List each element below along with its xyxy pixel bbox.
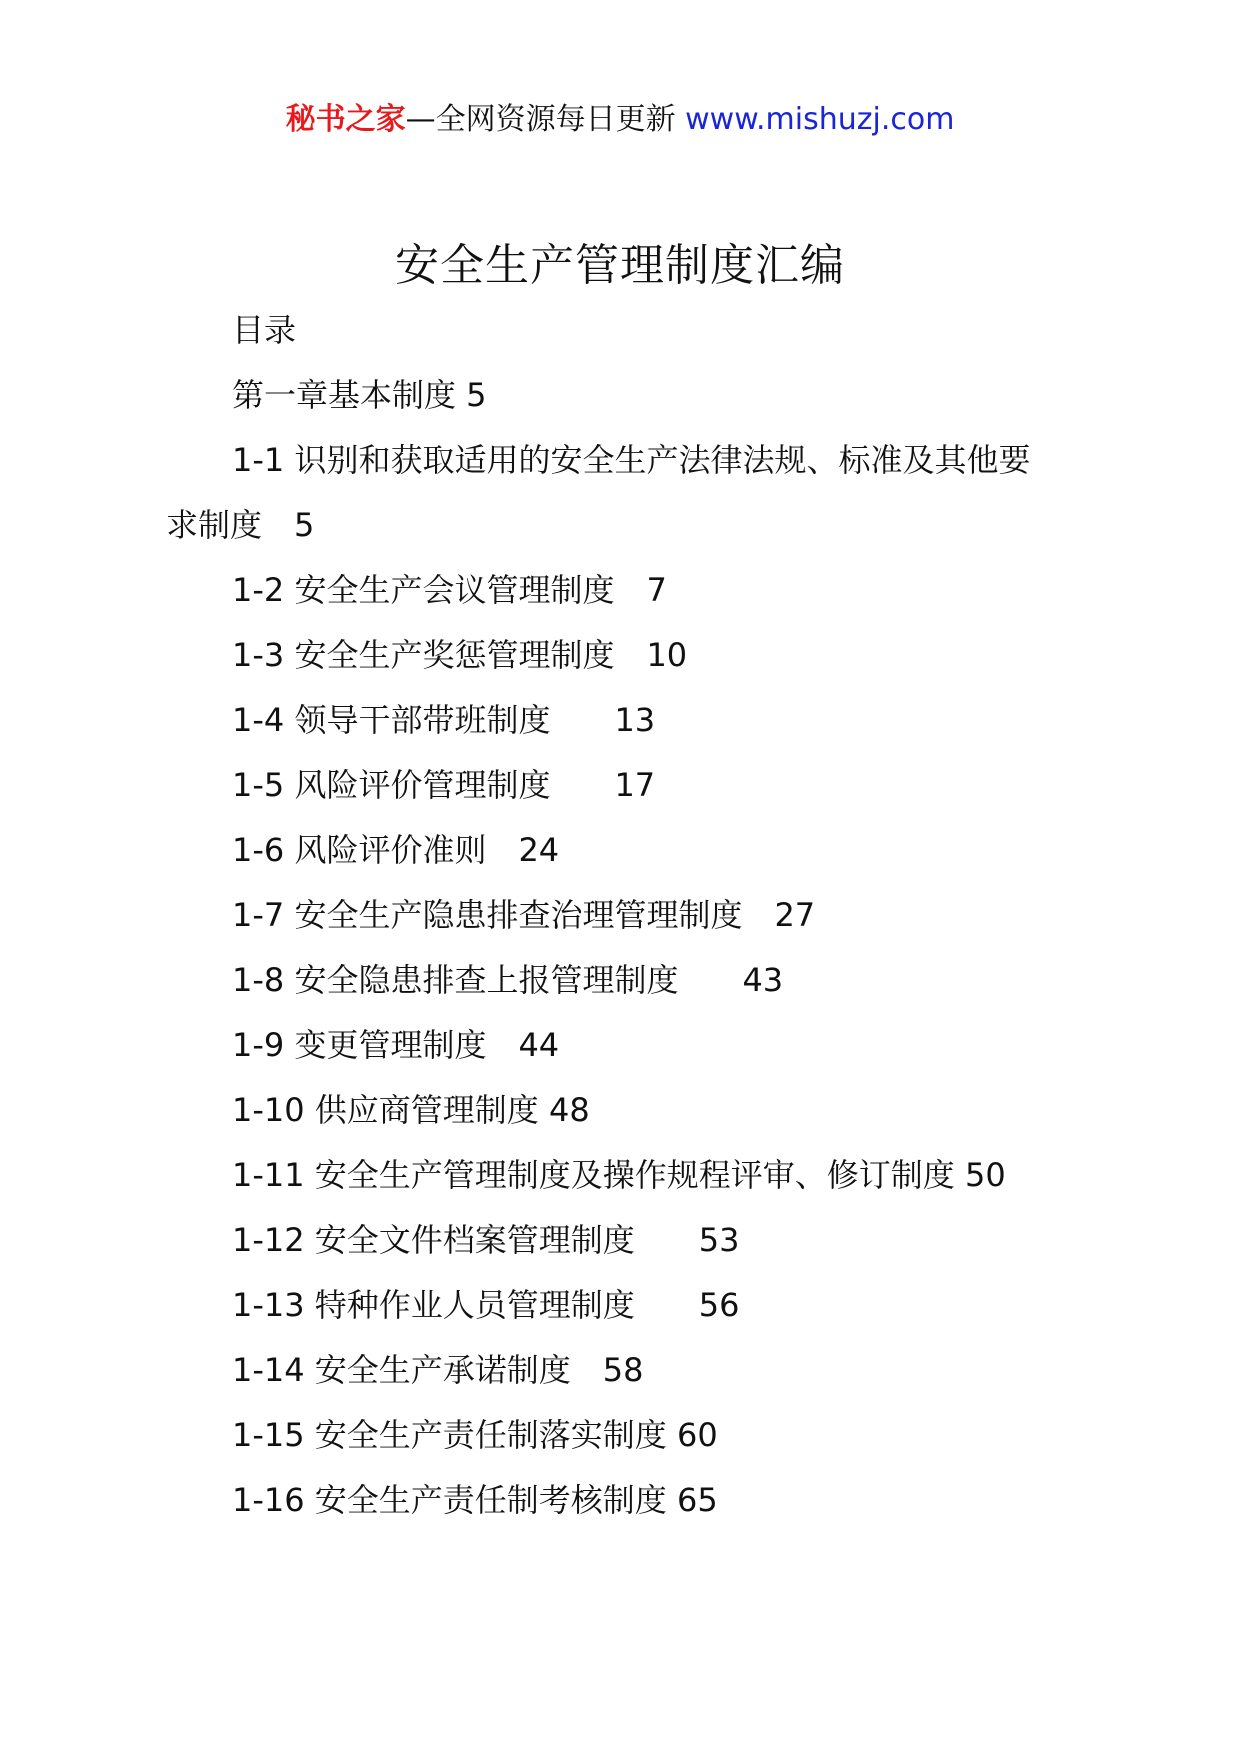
brand-name: 秘书之家 [285, 102, 406, 137]
document-title: 安全生产管理制度汇编 [395, 240, 845, 291]
toc-entry: 1-11 安全生产管理制度及操作规程评审、修订制度 50 [232, 1156, 1006, 1194]
toc-entry: 1-4 领导干部带班制度 13 [232, 701, 656, 739]
site-tagline: —全网资源每日更新 [405, 102, 676, 137]
site-header [0, 100, 1240, 140]
toc-entry: 1-2 安全生产会议管理制度 7 [232, 571, 667, 609]
toc-entry: 1-1 识别和获取适用的安全生产法律法规、标准及其他要 [232, 441, 1031, 479]
toc-entry: 1-7 安全生产隐患排查治理管理制度 27 [232, 896, 816, 934]
toc-chapter-heading: 第一章基本制度 5 [232, 376, 487, 414]
toc-entry: 1-16 安全生产责任制考核制度 65 [232, 1481, 718, 1519]
toc-heading: 目录 [232, 311, 297, 349]
toc-entry: 1-5 风险评价管理制度 17 [232, 766, 656, 804]
toc-entry: 1-14 安全生产承诺制度 58 [232, 1351, 644, 1389]
toc-entry: 1-6 风险评价准则 24 [232, 831, 560, 869]
toc-entry: 1-12 安全文件档案管理制度 53 [232, 1221, 740, 1259]
toc-entry: 1-3 安全生产奖惩管理制度 10 [232, 636, 688, 674]
toc-entry: 求制度 5 [166, 506, 315, 544]
site-url-link[interactable]: www.mishuzj.com [685, 102, 955, 137]
toc-entry: 1-8 安全隐患排查上报管理制度 43 [232, 961, 784, 999]
toc-entry: 1-13 特种作业人员管理制度 56 [232, 1286, 740, 1324]
toc-entry: 1-9 变更管理制度 44 [232, 1026, 560, 1064]
toc-entry: 1-10 供应商管理制度 48 [232, 1091, 590, 1129]
toc-entry: 1-15 安全生产责任制落实制度 60 [232, 1416, 718, 1454]
